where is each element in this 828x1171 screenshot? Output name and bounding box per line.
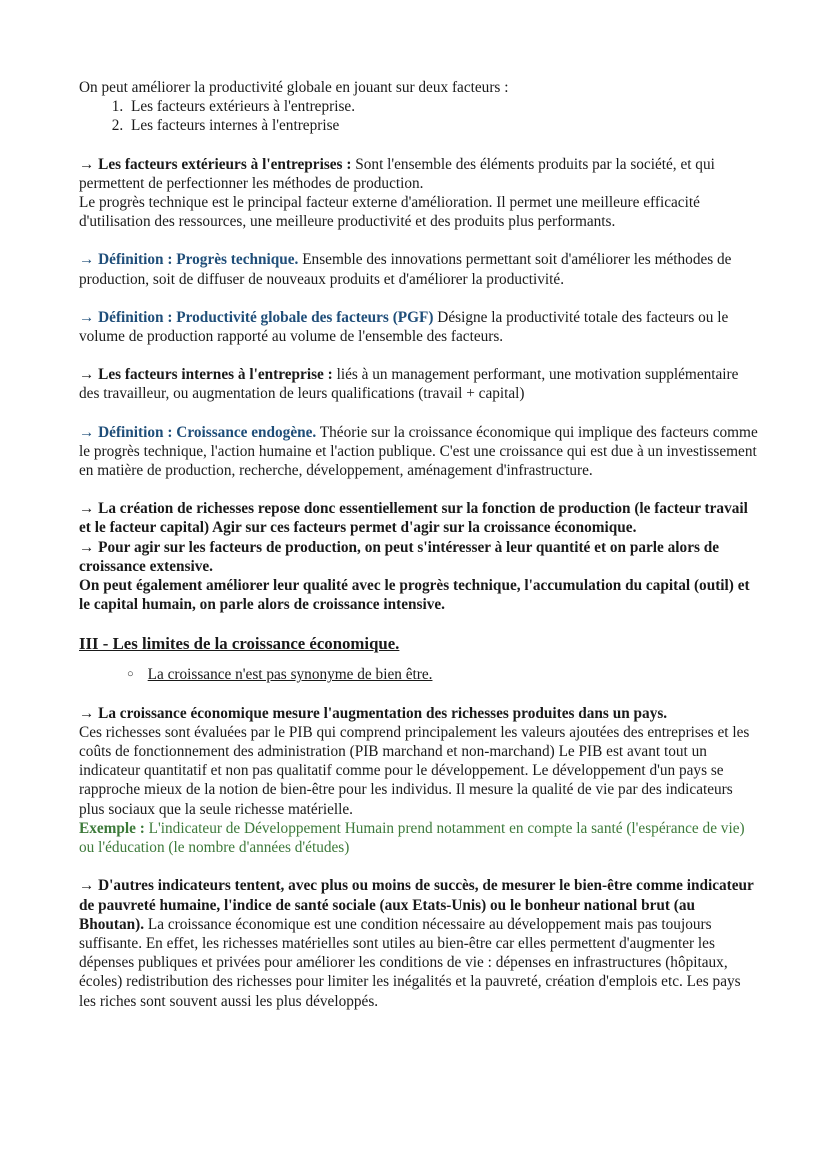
int-factors-text: liés à un management performant, une motivation supplémentaire des travailleur, ou augmentation de leurs qualifications (travail + capital) [79, 366, 739, 403]
intro-text: On peut améliorer la productivité globale en jouant sur deux facteurs : [79, 79, 509, 96]
example-label: Exemple : [79, 819, 145, 837]
pib-label-paragraph [79, 704, 759, 723]
others-paragraph [79, 876, 759, 1010]
bold-text-3: On peut également améliorer leur qualité avec le progrès technique, l'accumulation du capital (outil) et le capital humain, on parle alors de croissance intensive. [79, 577, 750, 614]
others-text: La croissance économique est une condition nécessaire au développement mais pas toujours suffisante. En effet, les richesses matérielles sont utiles au bien-être car elles permettent d'augmenter les dépenses publiques et privées pour améliorer les conditions de vie : dépenses en infrastructures (hôpitaux, écoles) redistribution des richesses pour limiter les inégalités et la pauvreté, création d'emplois etc. Les pays les riches sont souvent aussi les plus développés. [79, 915, 741, 1010]
int-factors-label: → Les facteurs internes à l'entreprise : [79, 366, 333, 384]
circle-bullet-icon: ○ [127, 668, 134, 681]
pib-text: Ces richesses sont évaluées par le PIB qui comprend principalement les valeurs ajoutées des entreprises et les coûts de fonctionnement des administration (PIB marchand et non-marchand) Le PIB est avant tout un indicateur quantitatif et non pas qualitatif comme pour le développement. Le développement d'un pays se rapproche mieux de la notion de bien-être pour les individus. Il mesure la qualité de vie par des indicateurs plus sociaux que la seule richesse matérielle. [79, 723, 750, 818]
example-paragraph [79, 819, 759, 857]
def-pgf-text: Désigne la productivité totale des facteurs ou le volume de production rapporté au volume de l'ensemble des facteurs. [79, 308, 729, 346]
def-endogene-paragraph [79, 423, 759, 481]
ext-factors-label: → Les facteurs extérieurs à l'entreprises : [79, 155, 352, 173]
example-text: L'indicateur de Développement Humain prend notamment en compte la santé (l'espérance de vie) ou l'éducation (le nombre d'années d'études) [79, 819, 745, 857]
pib-label: → La croissance économique mesure l'augmentation des richesses produites dans un pays. [79, 704, 668, 722]
bold-text-1: → La création de richesses repose donc essentiellement sur la fonction de production (le facteur travail et le facteur capital) Agir sur ces facteurs permet d'agir sur la croissance économique. [79, 500, 748, 537]
list-item: 2. Les facteurs internes à l'entreprise [127, 116, 759, 135]
ext-factors-paragraph [79, 155, 759, 193]
others-label: → D'autres indicateurs tentent, avec plus ou moins de succès, de mesurer le bien-être comme indicateur de pauvreté humaine, l'indice de santé sociale (aux Etats-Unis) ou le bonheur national brut (au Bhoutan). [79, 877, 754, 933]
bold-paragraph-1 [79, 499, 759, 537]
intro-list [79, 97, 759, 135]
def-progres-text: Ensemble des innovations permettant soit d'améliorer les méthodes de production, soit de diffuser de nouveaux produits et d'améliorer la productivité. [79, 251, 732, 288]
list-item: 1. Les facteurs extérieurs à l'entreprise. [127, 97, 759, 116]
def-endogene-label: → Définition : Croissance endogène. [79, 423, 317, 441]
bullet-text: La croissance n'est pas synonyme de bien être. [147, 666, 433, 684]
def-progres-label: → Définition : Progrès technique. [79, 251, 299, 269]
ext-factors-text: Sont l'ensemble des éléments produits par la société, et qui permettent de perfectionner les méthodes de production. [79, 155, 715, 192]
def-pgf-label: → Définition : Productivité globale des facteurs (PGF) [79, 308, 434, 326]
section-3-bullet [79, 665, 759, 684]
section-3-title: III - Les limites de la croissance économique. [79, 634, 400, 654]
bold-paragraph-3 [79, 576, 759, 614]
def-endogene-text: Théorie sur la croissance économique qui implique des facteurs comme le progrès technique, l'action humaine et l'action publique. C'est une croissance qui est due à un investissement en matière de production, recherche, développement, aménagement d'infrastructure. [79, 423, 758, 480]
document-page [79, 78, 759, 1011]
int-factors-paragraph [79, 365, 759, 403]
bold-paragraph-2 [79, 538, 759, 576]
ext-factors-text2: Le progrès technique est le principal facteur externe d'amélioration. Il permet une meilleure efficacité d'utilisation des ressources, une meilleure productivité et des produits plus performants. [79, 194, 700, 231]
def-pgf-paragraph [79, 308, 759, 346]
bold-text-2: → Pour agir sur les facteurs de production, on peut s'intéresser à leur quantité et on parle alors de croissance extensive. [79, 538, 720, 575]
def-progres-paragraph [79, 250, 759, 288]
